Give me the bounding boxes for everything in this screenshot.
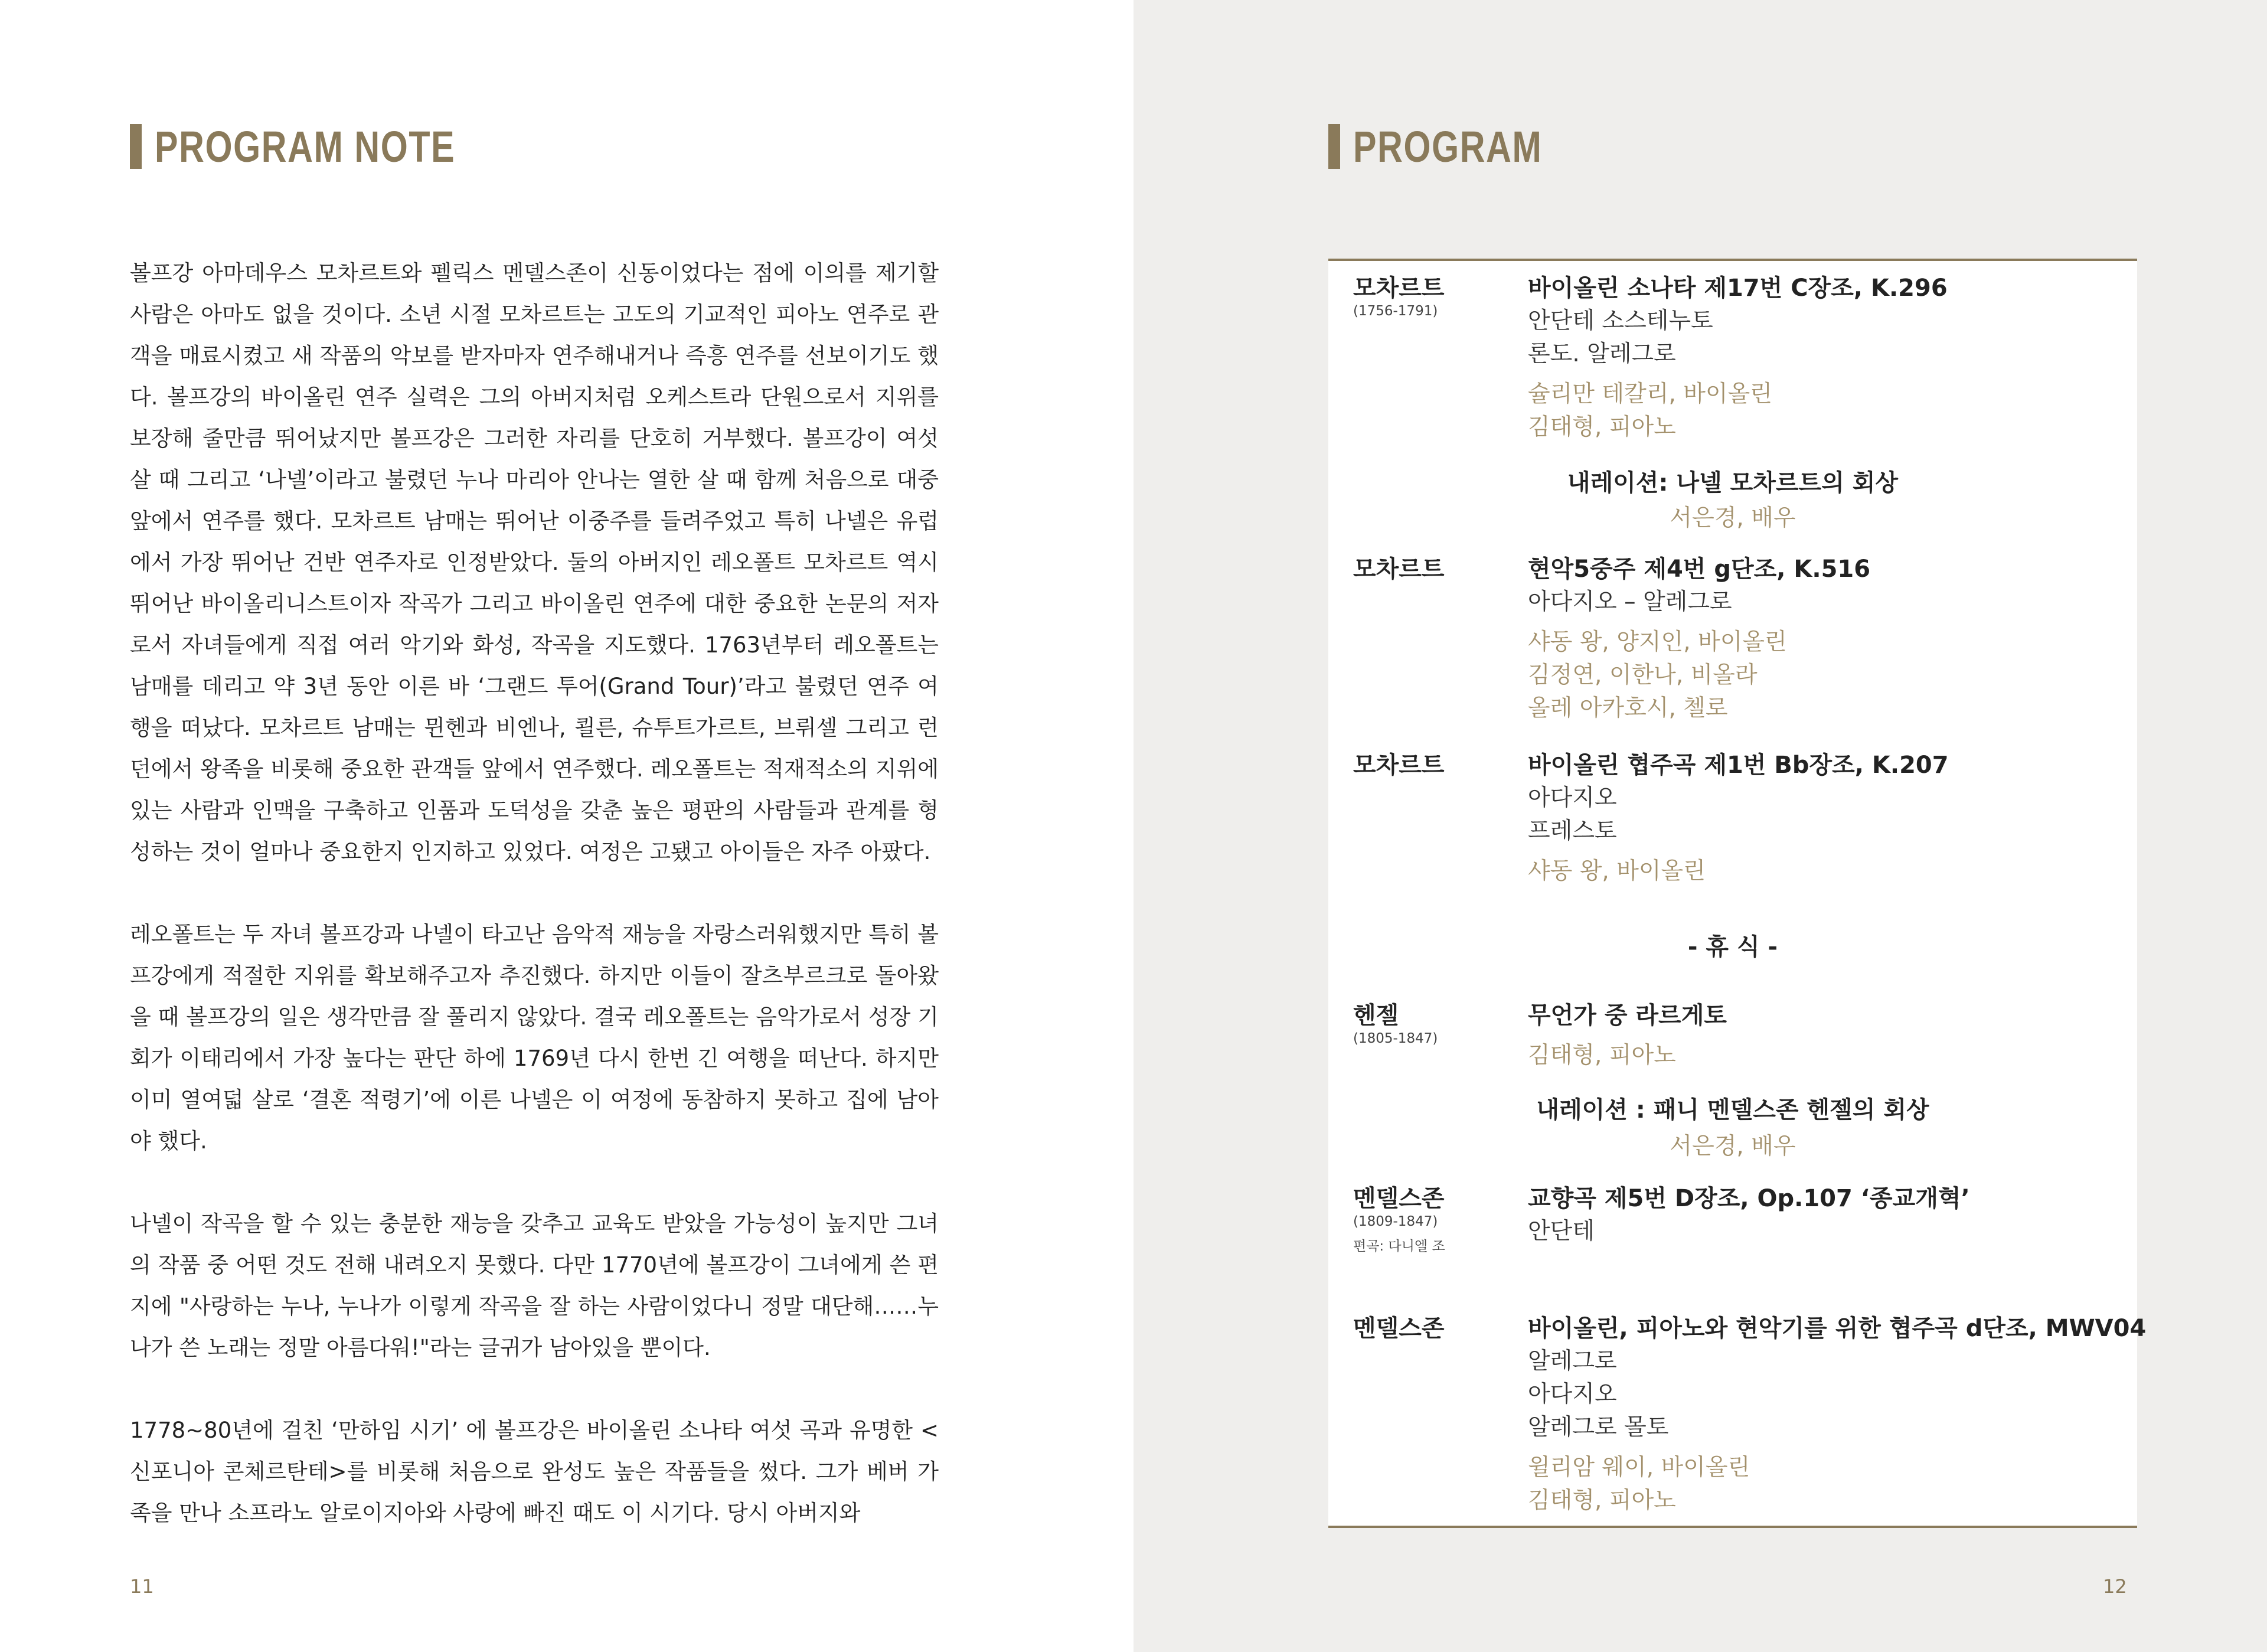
program-title: PROGRAM [1353,122,1543,171]
movement: 프레스토 [1528,818,1617,844]
movement: 알레그로 [1528,1348,1617,1375]
work-title: 현악5중주 제4번 g단조, K.516 [1528,556,1871,583]
arranger-credit: 편곡: 다니엘 조 [1353,1239,1445,1254]
program-note-body [130,253,939,1575]
heading-bar [1328,124,1340,169]
composer-years: (1805-1847) [1353,1031,1438,1046]
composer-name: 모차르트 [1353,556,1445,583]
heading-bar [130,124,142,169]
right-page [1134,0,2267,1652]
composer-name: 모차르트 [1353,752,1445,779]
composer-years: (1756-1791) [1353,303,1438,319]
narration-title: 내레이션 : 패니 멘델스존 헨젤의 회상 [1536,1096,1929,1124]
movement: 아다지오 [1528,1381,1617,1408]
work-title: 바이올린 협주곡 제1번 Bb장조, K.207 [1528,752,1949,779]
composer-years: (1809-1847) [1353,1214,1438,1229]
program-heading [1328,123,1589,170]
performer: 샤동 왕, 양지인, 바이올린 [1528,629,1787,655]
narration-title: 내레이션: 나넬 모차르트의 회상 [1567,469,1899,497]
performer: 김정연, 이한나, 비올라 [1528,662,1758,688]
composer-name: 모차르트 [1353,275,1445,302]
work-title: 바이올린 소나타 제17번 C장조, K.296 [1528,275,1948,302]
composer-name: 멘델스존 [1353,1185,1445,1212]
program-box [1328,259,2147,1528]
work-title: 교향곡 제5번 D장조, Op.107 ‘종교개혁’ [1528,1185,1970,1212]
left-page-number: 11 [130,1575,154,1598]
note-paragraph-2: 레오폴트는 두 자녀 볼프강과 나넬이 타고난 음악적 재능을 자랑스러워했지만 특히 볼프강에게 적절한 지위를 확보해주고자 추진했다. 하지만 이들이 잘츠부르크로 돌아왔을 때 볼프강의 일은 생각만큼 잘 풀리지 않았다. 결국 레오폴트는 음악가로서 성장 기회가 이태리에서 가장 높다는 판단 하에 1769년 다시 한번 긴 여행을 떠난다. 하지만 이미 열여덟 살로 ‘결혼 적령기’에 이른 나넬은 이 여정에 동참하지 못하고 집에 남아야 했다. [130,922,939,1154]
movement: 안단테 소스테누토 [1528,308,1713,334]
performer: 샤동 왕, 바이올린 [1528,858,1706,884]
performer: 김태형, 피아노 [1528,414,1676,440]
note-paragraph-3: 나넬이 작곡을 할 수 있는 충분한 재능을 갖추고 교육도 받았을 가능성이 높지만 그녀의 작품 중 어떤 것도 전해 내려오지 못했다. 다만 1770년에 볼프강이 그녀에게 쓴 편지에 "사랑하는 누나, 누나가 이렇게 작곡을 잘 하는 사람이었다니 정말 대단해……누나가 쓴 노래는 정말 아름다워!"라는 글귀가 남아있을 뿐이다. [130,1211,939,1360]
performer: 슐리만 테칼리, 바이올린 [1528,381,1772,407]
performer: 김태형, 피아노 [1528,1487,1676,1514]
program-note-heading [130,123,531,170]
narration-performer: 서은경, 배우 [1670,1133,1796,1160]
composer-name: 멘델스존 [1353,1315,1445,1342]
performer: 윌리암 웨이, 바이올린 [1528,1454,1750,1481]
work-title: 바이올린, 피아노와 현악기를 위한 협주곡 d단조, MWV04 [1528,1315,2147,1342]
movement: 안단테 [1528,1218,1595,1245]
note-paragraph-1: 볼프강 아마데우스 모차르트와 펠릭스 멘델스존이 신동이었다는 점에 이의를 제기할 사람은 아마도 없을 것이다. 소년 시절 모차르트는 고도의 기교적인 피아노 연주로 관객을 매료시켰고 새 작품의 악보를 받자마자 연주해내거나 즉흥 연주를 선보이기도 했다. 볼프강의 바이올린 연주 실력은 그의 아버지처럼 오케스트라 단원으로서 지위를 보장해 줄만큼 뛰어났지만 볼프강은 그러한 자리를 단호히 거부했다. 볼프강이 여섯 살 때 그리고 ‘나넬’이라고 불렸던 누나 마리아 안나는 열한 살 때 함께 처음으로 대중 앞에서 연주를 했다. 모차르트 남매는 뛰어난 이중주를 들려주었고 특히 나넬은 유럽에서 가장 뛰어난 건반 연주자로 인정받았다. 둘의 아버지인 레오폴트 모차르트 역시 뛰어난 바이올리니스트이자 작곡가 그리고 바이올린 연주에 대한 중요한 논문의 저자로서 자녀들에게 직접 여러 악기와 화성, 작곡을 지도했다. 1763년부터 레오폴트는 남매를 데리고 약 3년 동안 이른 바 ‘그랜드 투어(Grand Tour)’라고 불렸던 연주 여행을 떠났다. 모차르트 남매는 뮌헨과 비엔나, 쾰른, 슈투트가르트, 브뤼셀 그리고 런던에서 왕족을 비롯해 중요한 관객들 앞에서 연주했다. 레오폴트는 적재적소의 지위에 있는 사람과 인맥을 구축하고 인품과 도덕성을 갖춘 높은 평판의 사람들과 관계를 형성하는 것이 얼마나 중요한지 인지하고 있었다. 여정은 고됐고 아이들은 자주 아팠다. [130,260,939,864]
narration-performer: 서은경, 배우 [1670,505,1796,531]
program-note-title: PROGRAM NOTE [155,122,456,171]
movement: 아다지오 [1528,785,1617,811]
composer-name: 헨젤 [1353,1002,1399,1029]
right-page-number: 12 [2103,1575,2127,1598]
intermission-label: - 휴 식 - [1687,933,1778,961]
movement: 알레그로 몰토 [1528,1414,1669,1441]
performer: 김태형, 피아노 [1528,1042,1676,1069]
movement: 론도. 알레그로 [1528,341,1676,367]
work-title: 무언가 중 라르게토 [1528,1002,1727,1029]
note-paragraph-4: 1778~80년에 걸친 ‘만하임 시기’ 에 볼프강은 바이올린 소나타 여섯 곡과 유명한 <신포니아 콘체르탄테>를 비롯해 처음으로 완성도 높은 작품들을 썼다. 그가 베버 가족을 만나 소프라노 알로이지아와 사랑에 빠진 때도 이 시기다. 당시 아버지와 [130,1418,939,1526]
movement: 아다지오 – 알레그로 [1528,589,1732,615]
performer: 올레 아카호시, 첼로 [1528,695,1728,721]
